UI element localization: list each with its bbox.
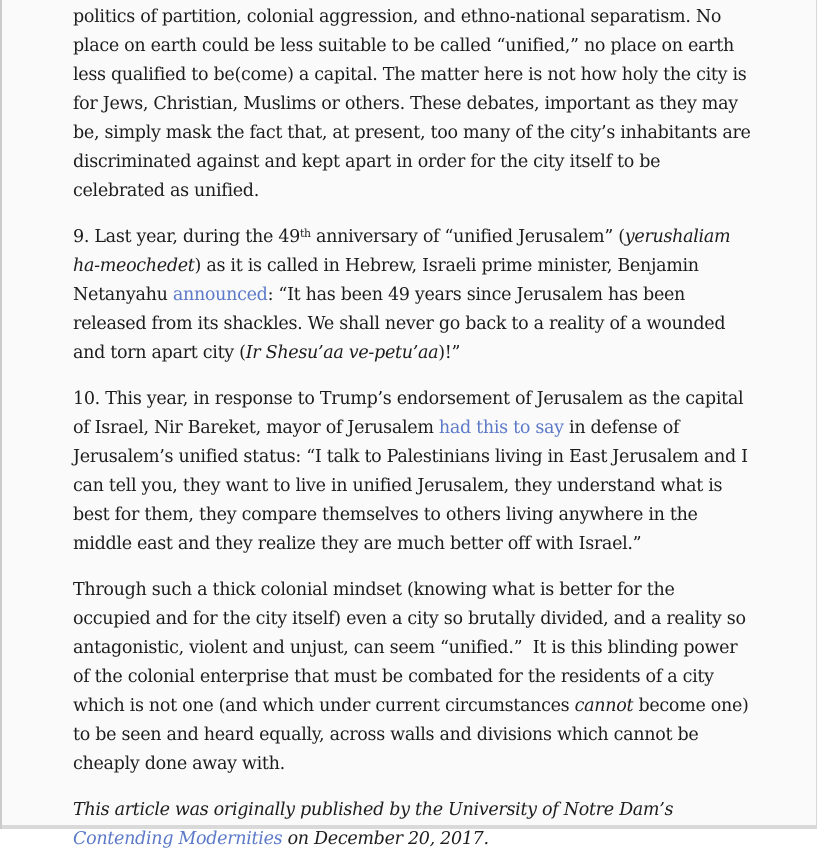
text-segment: anniversary of “unified Jerusalem” ( <box>310 227 625 247</box>
text-segment: 10. This year, in response to Trump’s endorsement of Jerusalem as the capital of Israel, Nir Bareket, mayor of Jerusalem <box>73 389 744 438</box>
text-segment: 9. Last year, during the 49 <box>73 227 300 247</box>
text-segment: Ir Shesu’aa ve-petu’aa <box>245 343 439 363</box>
text-segment: yerushaliam ha-meochedet <box>73 227 731 276</box>
paragraph-unified-critique <box>73 3 753 206</box>
text-segment: politics of partition, colonial aggression, and ethno-national separatism. No place on earth could be less suitable to be called “unified,” no place on earth less qualified to be(come) a capital. The matter here is not how holy the city is for Jews, Christian, Muslims or others. These debates, important as they may be, simply mask the fact that, at present, too many of the city’s inhabitants are discriminated against and kept apart in order for the city itself to be celebrated as unified. <box>73 7 751 201</box>
announced-link[interactable]: announced <box>172 285 268 305</box>
paragraph-9-netanyahu <box>73 223 753 368</box>
text-segment: Through such a thick colonial mindset (knowing what is better for the occupied and for the city itself) even a city so brutally divided, and a reality so antagonistic, violent and unjust, can seem “unified.” It is this blinding power of the colonial enterprise that must be combated for the residents of a city which is not one (and which under current circumstances <box>73 580 746 716</box>
bottom-border-bar <box>2 825 816 829</box>
text-segment: : “It has been 49 years since Jerusalem has been released from its shackles. We shall never go back to a reality of a wounded and torn apart city ( <box>73 285 726 363</box>
text-segment: )!” <box>438 343 461 363</box>
text-segment: in defense of Jerusalem’s unified status: “I talk to Palestinians living in East Jerusalem and I can tell you, they want to live in unified Jerusalem, they understand what is best for them, they compare themselves to others living anywhere in the middle east and they realize they are much better off with Israel.” <box>73 418 748 554</box>
text-segment: This article was originally published by the University of Notre Dam’s <box>73 800 674 820</box>
paragraph-10-bareket <box>73 385 753 559</box>
contending-modernities-link[interactable]: Contending Modernities <box>73 829 283 849</box>
text-segment: th <box>300 227 311 241</box>
text-segment: on December 20, 2017. <box>282 829 489 849</box>
text-segment: become one) to be seen and heard equally, across walls and divisions which cannot be cheaply done away with. <box>73 696 749 774</box>
text-segment: cannot <box>574 696 634 716</box>
paragraph-colonial-mindset <box>73 576 753 779</box>
text-segment: ) as it is called in Hebrew, Israeli prime minister, Benjamin Netanyahu <box>73 256 699 305</box>
article-content <box>2 0 816 854</box>
had-this-to-say-link[interactable]: had this to say <box>438 418 564 438</box>
